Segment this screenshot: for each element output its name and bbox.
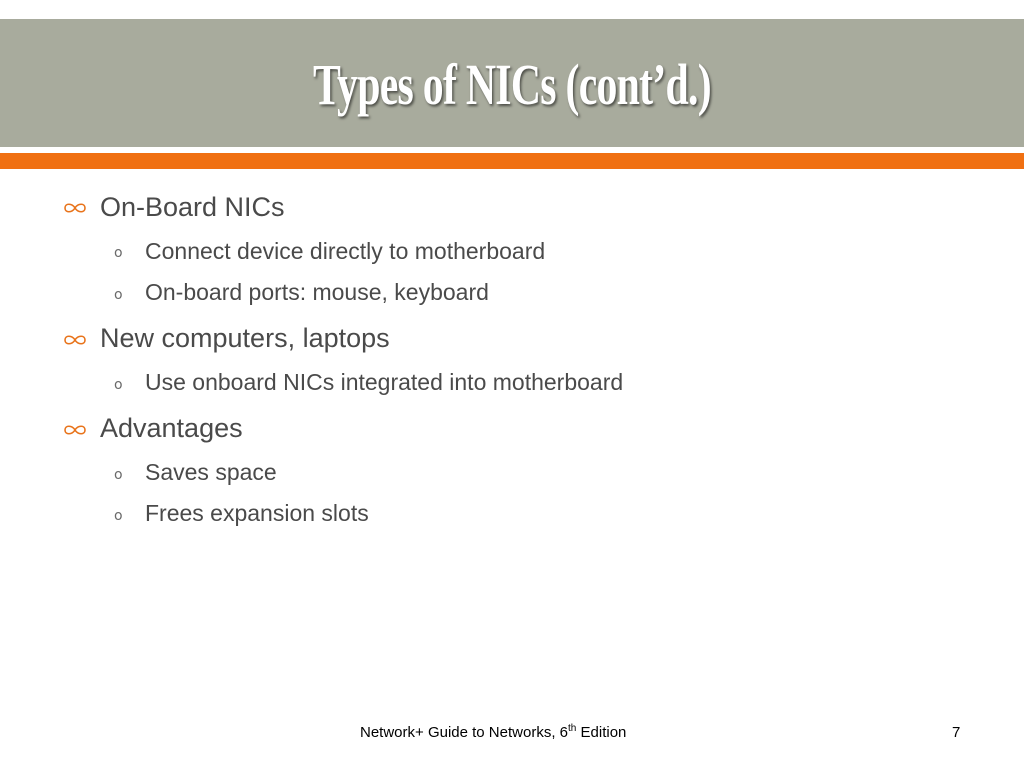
bullet-item: On-Board NICs [100, 192, 285, 222]
sub-bullet-item: Connect device directly to motherboard [145, 238, 546, 264]
sub-bullet-marker: o [114, 245, 123, 261]
infinity-loop-bullet-icon [62, 332, 88, 348]
page-number: 7 [952, 724, 961, 741]
infinity-loop-bullet-icon [62, 200, 88, 216]
slide-title: Types of NICs (cont’d.) [313, 52, 711, 117]
sub-bullet-marker: o [114, 467, 123, 483]
sub-bullet-marker: o [114, 508, 123, 524]
sub-bullet-item: On-board ports: mouse, keyboard [145, 279, 489, 305]
bullet-item: New computers, laptops [100, 323, 390, 353]
infinity-loop-bullet-icon [62, 422, 88, 438]
sub-bullet-item: Use onboard NICs integrated into motherboard [145, 369, 624, 395]
bullet-item: Advantages [100, 413, 243, 443]
footer-text: Network+ Guide to Networks, 6 [360, 724, 569, 741]
slide-footer [360, 723, 626, 743]
sub-bullet-marker: o [114, 377, 123, 393]
sub-bullet-item: Frees expansion slots [145, 500, 369, 526]
footer-superscript: th [568, 723, 577, 734]
sub-bullet-item: Saves space [145, 459, 277, 485]
footer-edition: Edition [576, 724, 627, 741]
sub-bullet-marker: o [114, 287, 123, 303]
